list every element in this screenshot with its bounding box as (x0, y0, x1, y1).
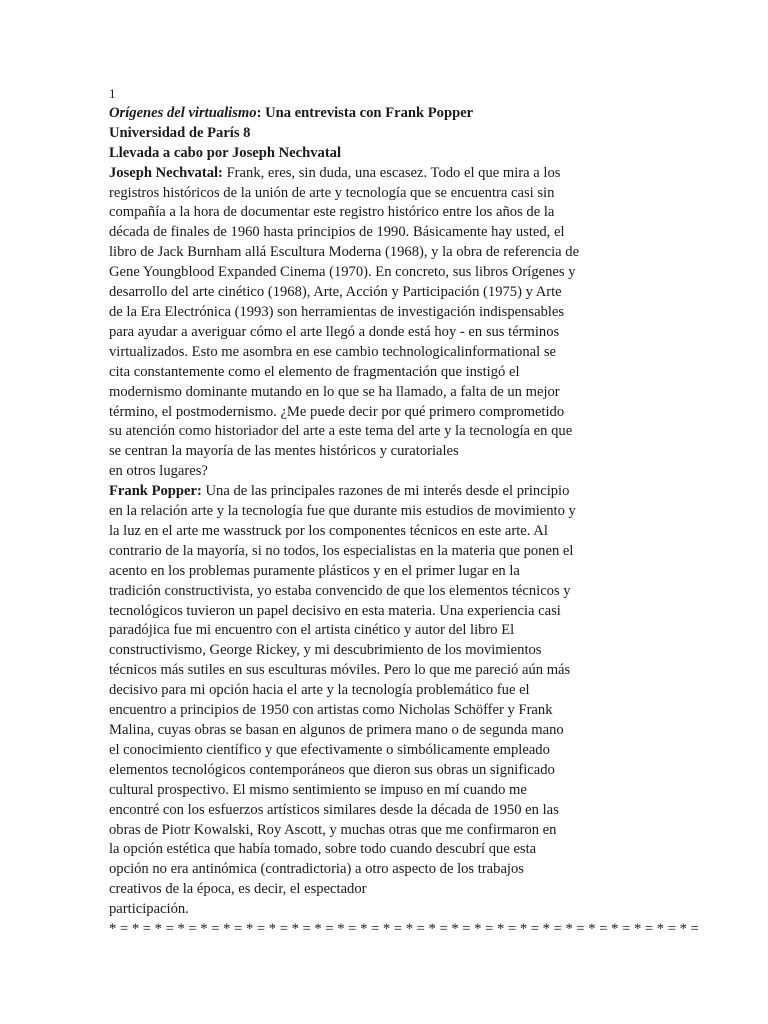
answer-paragraph (109, 482, 661, 920)
speaker-label: Frank Popper: (109, 483, 202, 500)
paragraph-line: opción no era antinómica (contradictoria) a otro aspecto de los trabajos (109, 861, 524, 878)
paragraph-line: paradójica fue mi encuentro con el artista cinético y autor del libro El (109, 622, 515, 639)
paragraph-line: tecnológicos tuvieron un papel decisivo en esta materia. Una experiencia casi (109, 602, 561, 619)
paragraph-line: para ayudar a averiguar cómo el arte llegó a donde está hoy - en sus términos (109, 323, 560, 340)
title-rest-part: : Una entrevista con Frank Popper (256, 104, 474, 121)
paragraph-text: Frank, eres, sin duda, una escasez. Todo el que mira a los (222, 164, 561, 181)
paragraph-line: compañía a la hora de documentar este registro histórico entre los años de la (109, 204, 555, 221)
page-number: 1 (109, 86, 116, 101)
paragraph-line: participación. (109, 901, 189, 918)
paragraph-line: desarrollo del arte cinético (1968), Arte, Acción y Participación (1975) y Arte (109, 284, 562, 301)
document-page (109, 84, 699, 940)
paragraph-line: década de finales de 1960 hasta principios de 1990. Básicamente hay usted, el (109, 224, 565, 241)
paragraph-line: cita constantemente como el elemento de fragmentación que instigó el (109, 363, 520, 380)
paragraph-line: virtualizados. Esto me asombra en ese cambio technologicalinformational se (109, 343, 556, 360)
byline: Llevada a cabo por Joseph Nechvatal (109, 144, 342, 161)
paragraph-text: Una de las principales razones de mi interés desde el principio (201, 483, 570, 500)
paragraph-line: acento en los problemas puramente plásticos y en el primer lugar en la (109, 562, 520, 579)
paragraph-line: se centran la mayoría de las mentes históricos y curatoriales (109, 443, 459, 460)
paragraph-line: técnicos más sutiles en sus esculturas móviles. Pero lo que me pareció aún más (109, 662, 571, 679)
paragraph-line: creativos de la época, es decir, el espectador (109, 881, 367, 898)
paragraph-line: elementos tecnológicos contemporáneos que dieron sus obras un significado (109, 761, 555, 778)
paragraph-line: libro de Jack Burnham allá Escultura Moderna (1968), y la obra de referencia de (109, 244, 580, 261)
paragraph-line: Gene Youngblood Expanded Cinema (1970). En concreto, sus libros Orígenes y (109, 264, 576, 281)
paragraph-line (109, 482, 661, 502)
paragraph-line: el conocimiento científico y que efectivamente o simbólicamente empleado (109, 741, 550, 758)
institution-line: Universidad de París 8 (109, 124, 251, 141)
paragraph-line: decisivo para mi opción hacia el arte y la tecnología problemático fue el (109, 682, 530, 699)
paragraph-line: encontré con los esfuerzos artísticos similares desde la década de 1950 en las (109, 801, 559, 818)
paragraph-line: Malina, cuyas obras se basan en algunos de primera mano o de segunda mano (109, 722, 564, 738)
paragraph-line: en la relación arte y la tecnología fue que durante mis estudios de movimiento y (109, 503, 576, 520)
paragraph-line: la luz en el arte me wasstruck por los componentes técnicos en este arte. Al (109, 522, 548, 539)
paragraph-line: constructivismo, George Rickey, y mi descubrimiento de los movimientos (109, 642, 542, 659)
paragraph-line: contrario de la mayoría, si no todos, los especialistas en la materia que ponen el (109, 542, 574, 559)
document-title (109, 104, 661, 124)
title-italic-part: Orígenes del virtualismo (109, 104, 257, 121)
paragraph-line: obras de Piotr Kowalski, Roy Ascott, y muchas otras que me confirmaron en (109, 821, 557, 838)
paragraph-line: en otros lugares? (109, 463, 208, 480)
paragraph-line: encuentro a principios de 1950 con artistas como Nicholas Schöffer y Frank (109, 702, 553, 719)
question-paragraph (109, 164, 661, 483)
paragraph-line: modernismo dominante mutando en lo que se ha llamado, a falta de un mejor (109, 383, 560, 400)
paragraph-line: registros históricos de la unión de arte y tecnología que se encuentra casi sin (109, 184, 555, 201)
paragraph-line: de la Era Electrónica (1993) son herramientas de investigación indispensables (109, 303, 565, 320)
paragraph-line: la opción estética que había tomado, sobre todo cuando descubrí que esta (109, 841, 537, 858)
paragraph-line: su atención como historiador del arte a este tema del arte y la tecnología en que (109, 423, 573, 440)
paragraph-line: término, el postmodernismo. ¿Me puede decir por qué primero comprometido (109, 403, 565, 420)
paragraph-line (109, 164, 661, 184)
section-separator: * = * = * = * = * = * = * = * = * = * = * = * = * = * = * = * = * = * = * = * = * = * = * = * = * = * = (109, 921, 699, 938)
paragraph-line: tradición constructivista, yo estaba convencido de que los elementos técnicos y (109, 582, 571, 599)
speaker-label: Joseph Nechvatal: (109, 164, 223, 181)
paragraph-line: cultural prospectivo. El mismo sentimiento se impuso en mí cuando me (109, 781, 527, 798)
